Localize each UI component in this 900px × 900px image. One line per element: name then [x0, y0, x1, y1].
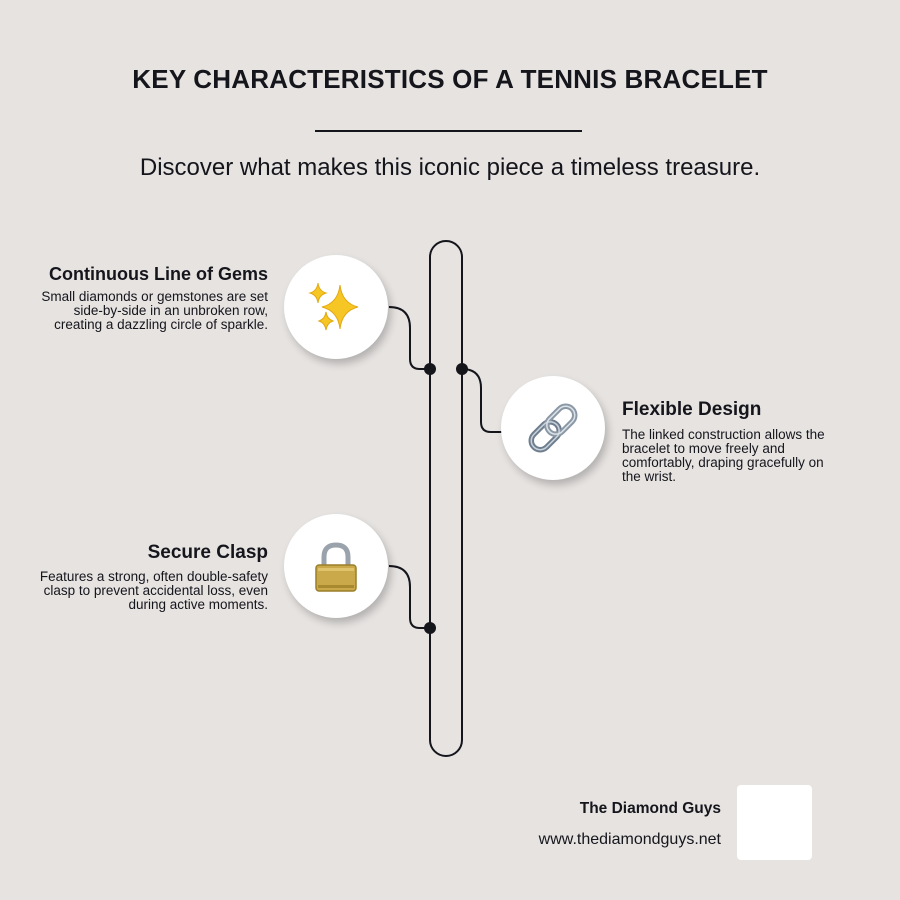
brand-logo-placeholder: [737, 785, 812, 860]
icon-circle-flexible-design: [501, 376, 605, 480]
connector-line-continuous-gems: [389, 307, 430, 369]
feature-continuous-gems: [28, 265, 268, 332]
icon-circle-continuous-gems: [284, 255, 388, 359]
junction-dot-continuous-gems: [424, 363, 436, 375]
connector-line-secure-clasp: [389, 566, 430, 628]
icon-circle-secure-clasp: [284, 514, 388, 618]
brand-url[interactable]: www.thediamondguys.net: [538, 831, 721, 848]
sparkles-icon: [284, 255, 388, 359]
page-title: KEY CHARACTERISTICS OF A TENNIS BRACELET: [132, 64, 768, 94]
feature-title: Flexible Design: [622, 399, 762, 420]
feature-description: Small diamonds or gemstones are set side-by-side in an unbroken row, creating a dazzling circle of sparkle.: [41, 289, 268, 332]
brand-name: The Diamond Guys: [579, 800, 721, 817]
junction-dot-secure-clasp: [424, 622, 436, 634]
chain-link-icon: [501, 376, 605, 480]
page-subtitle: Discover what makes this iconic piece a timeless treasure.: [139, 154, 761, 181]
feature-title: Continuous Line of Gems: [49, 264, 268, 284]
feature-flexible-design: [622, 400, 832, 484]
feature-description: The linked construction allows the bracelet to move freely and comfortably, draping gracefully on the wrist.: [622, 427, 825, 484]
feature-title: Secure Clasp: [147, 542, 268, 563]
junction-dot-flexible-design: [456, 363, 468, 375]
feature-secure-clasp: [28, 543, 268, 612]
padlock-icon: [284, 514, 388, 618]
connector-line-flexible-design: [462, 369, 504, 432]
central-track: [430, 241, 462, 756]
feature-description: Features a strong, often double-safety clasp to prevent accidental loss, even during active moments.: [39, 569, 268, 612]
